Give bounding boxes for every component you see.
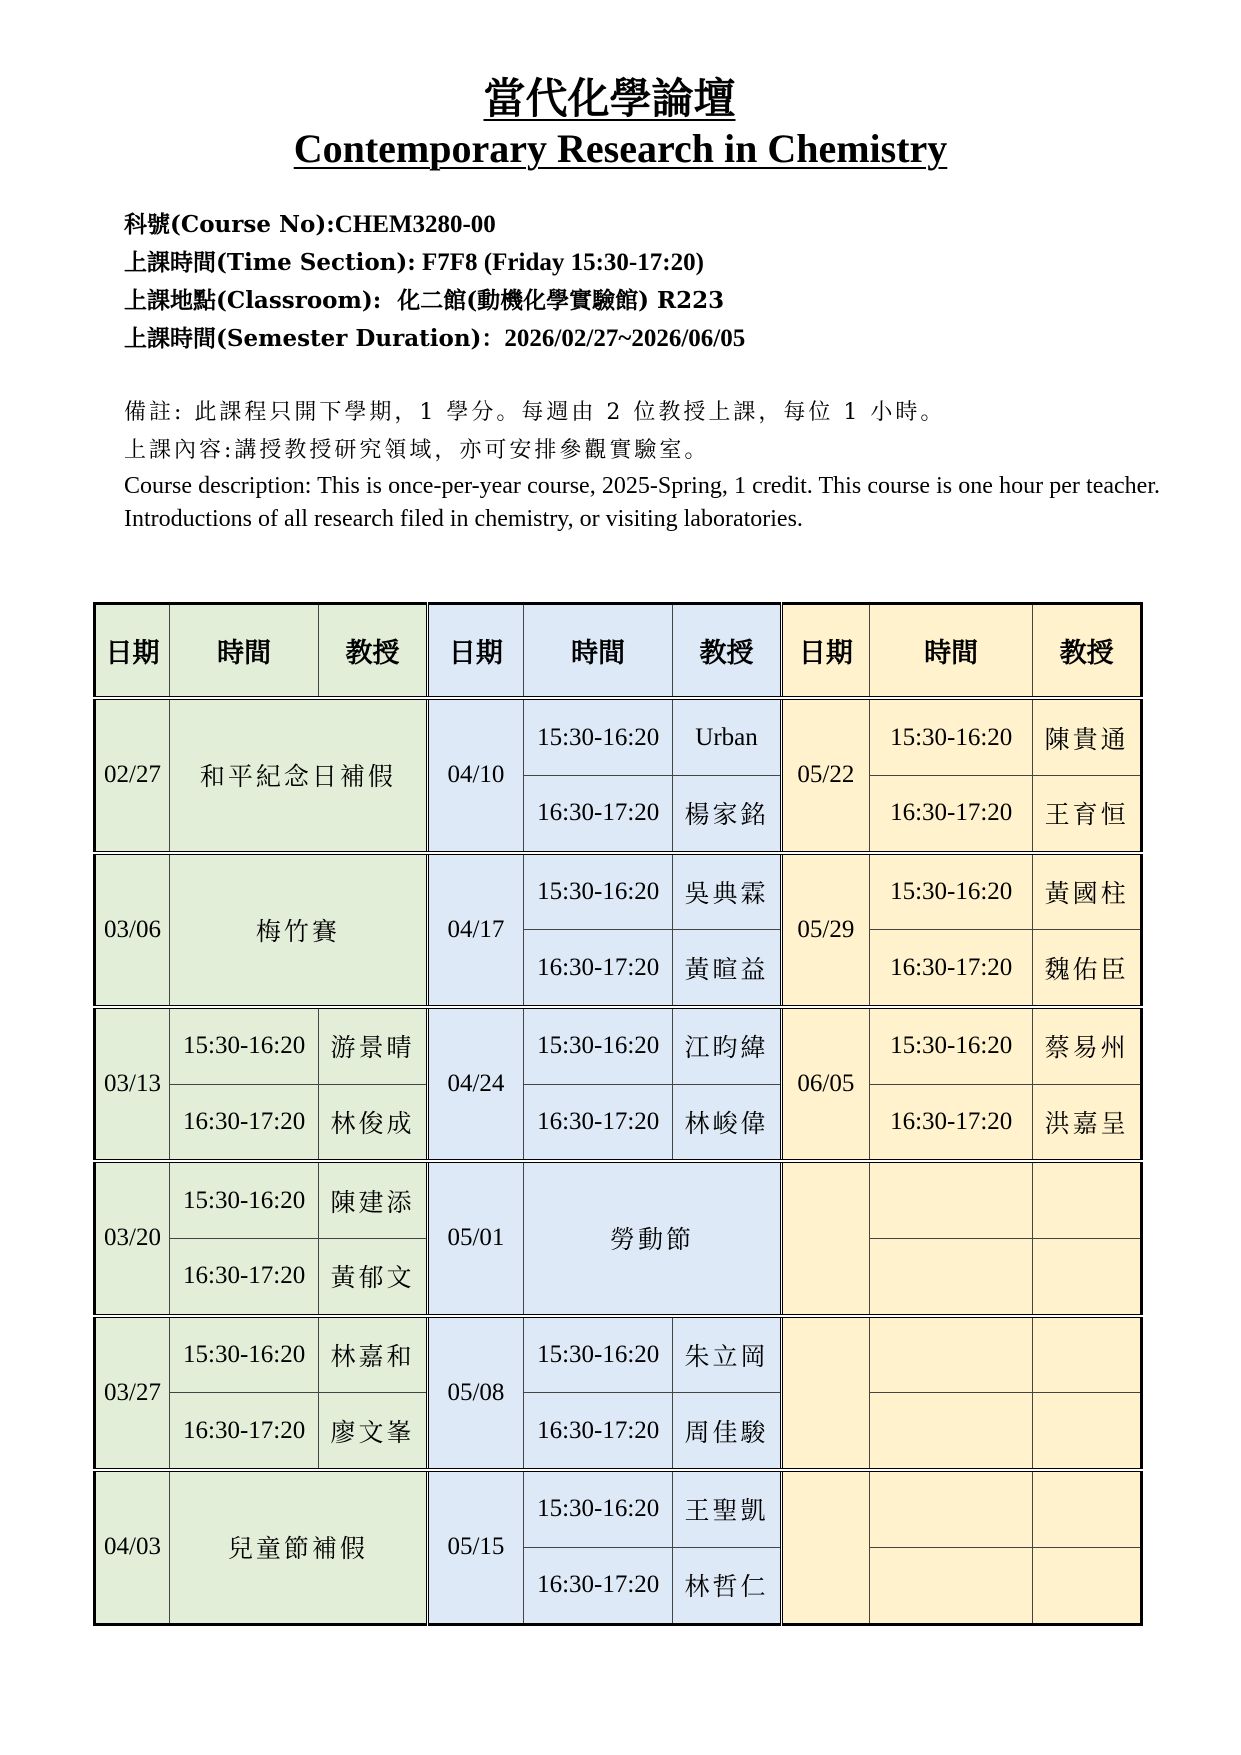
- date-cell: 05/29: [781, 853, 869, 1007]
- schedule-row: [95, 1393, 1142, 1470]
- time-cell: 16:30-17:20: [170, 1238, 319, 1315]
- empty-time-cell: [870, 1547, 1033, 1624]
- professor-cell: 游景晴: [319, 1007, 428, 1084]
- course-number-label: 科號(Course No):: [124, 211, 335, 238]
- professor-cell: 林峻偉: [673, 1084, 782, 1161]
- empty-professor-cell: [1033, 1238, 1142, 1315]
- header-cell: 時間: [170, 604, 319, 699]
- classroom-value: 化二館(動機化學實驗館) R223: [381, 287, 725, 314]
- date-cell: 03/06: [95, 853, 170, 1007]
- professor-cell: 周佳駿: [673, 1393, 782, 1470]
- empty-professor-cell: [1033, 1470, 1142, 1547]
- professor-cell: 黃郁文: [319, 1238, 428, 1315]
- time-cell: 16:30-17:20: [170, 1393, 319, 1470]
- semester-duration-value: 2026/02/27~2026/06/05: [504, 325, 746, 352]
- schedule-body: [95, 604, 1142, 1625]
- date-cell: 06/05: [781, 1007, 869, 1161]
- time-cell: 16:30-17:20: [870, 1084, 1033, 1161]
- empty-professor-cell: [1033, 1316, 1142, 1393]
- empty-professor-cell: [1033, 1161, 1142, 1238]
- date-cell: 04/03: [95, 1470, 170, 1625]
- professor-cell: 王育恒: [1033, 775, 1142, 852]
- content-line: 上課內容:講授教授研究領域，亦可安排參觀實驗室。: [124, 438, 710, 463]
- time-section-line: [124, 244, 745, 282]
- time-cell: 16:30-17:20: [524, 775, 673, 852]
- professor-cell: 蔡易州: [1033, 1007, 1142, 1084]
- time-cell: 15:30-16:20: [870, 1007, 1033, 1084]
- header-cell: 教授: [319, 604, 428, 699]
- header-cell: 日期: [427, 604, 523, 699]
- empty-time-cell: [870, 1161, 1033, 1238]
- time-cell: 15:30-16:20: [524, 1007, 673, 1084]
- professor-cell: 林嘉和: [319, 1316, 428, 1393]
- time-cell: 15:30-16:20: [870, 853, 1033, 930]
- time-cell: 15:30-16:20: [524, 853, 673, 930]
- header-row: [95, 604, 1142, 699]
- course-number-value: CHEM3280-00: [334, 211, 496, 238]
- empty-date-cell: [781, 1470, 869, 1625]
- professor-cell: 吳典霖: [673, 853, 782, 930]
- professor-cell: Urban: [673, 698, 782, 775]
- header-cell: 時間: [524, 604, 673, 699]
- time-cell: 16:30-17:20: [870, 930, 1033, 1007]
- date-cell: 03/20: [95, 1161, 170, 1315]
- schedule-row: [95, 1316, 1142, 1393]
- time-cell: 16:30-17:20: [524, 1084, 673, 1161]
- time-cell: 16:30-17:20: [524, 1393, 673, 1470]
- holiday-cell: 勞動節: [524, 1161, 782, 1315]
- empty-date-cell: [781, 1316, 869, 1470]
- time-cell: 15:30-16:20: [524, 698, 673, 775]
- schedule-row: [95, 1007, 1142, 1084]
- schedule-row: [95, 1084, 1142, 1161]
- holiday-cell: 和平紀念日補假: [170, 698, 428, 852]
- page-title-chinese: 當代化學論壇: [483, 74, 736, 123]
- time-cell: 15:30-16:20: [524, 1316, 673, 1393]
- time-cell: 16:30-17:20: [870, 775, 1033, 852]
- professor-cell: 黃國柱: [1033, 853, 1142, 930]
- professor-cell: 朱立岡: [673, 1316, 782, 1393]
- schedule-row: [95, 1161, 1142, 1238]
- course-info: [124, 206, 745, 358]
- professor-cell: 陳建添: [319, 1161, 428, 1238]
- empty-time-cell: [870, 1470, 1033, 1547]
- date-cell: 02/27: [95, 698, 170, 852]
- professor-cell: 王聖凱: [673, 1470, 782, 1547]
- professor-cell: 洪嘉呈: [1033, 1084, 1142, 1161]
- date-cell: 04/24: [427, 1007, 523, 1161]
- professor-cell: 廖文峯: [319, 1393, 428, 1470]
- date-cell: 05/22: [781, 698, 869, 852]
- time-cell: 15:30-16:20: [170, 1316, 319, 1393]
- course-description: Course description: This is once-per-year course, 2025-Spring, 1 credit. This course is one hour per teacher. Introductions of all research filed in chemistry, or visiting laboratories.: [124, 473, 1160, 532]
- date-cell: 04/10: [427, 698, 523, 852]
- semester-duration-label: 上課時間(Semester Duration)：: [124, 325, 505, 352]
- schedule-row: [95, 1470, 1142, 1547]
- schedule-row: [95, 853, 1142, 930]
- time-section-value: F7F8 (Friday 15:30-17:20): [415, 249, 704, 276]
- time-cell: 16:30-17:20: [524, 1547, 673, 1624]
- header-cell: 日期: [781, 604, 869, 699]
- date-cell: 04/17: [427, 853, 523, 1007]
- schedule-table: [93, 602, 1143, 1626]
- holiday-cell: 梅竹賽: [170, 853, 428, 1007]
- professor-cell: 楊家銘: [673, 775, 782, 852]
- date-cell: 05/01: [427, 1161, 523, 1315]
- date-cell: 05/08: [427, 1316, 523, 1470]
- time-cell: 16:30-17:20: [524, 930, 673, 1007]
- professor-cell: 江昀緯: [673, 1007, 782, 1084]
- empty-professor-cell: [1033, 1393, 1142, 1470]
- date-cell: 03/13: [95, 1007, 170, 1161]
- date-cell: 05/15: [427, 1470, 523, 1625]
- remark-line: 備註: 此課程只開下學期，1 學分。每週由 2 位教授上課，每位 1 小時。: [124, 400, 946, 425]
- classroom-line: [124, 282, 745, 320]
- course-notes: [124, 394, 1160, 536]
- empty-time-cell: [870, 1393, 1033, 1470]
- holiday-cell: 兒童節補假: [170, 1470, 428, 1625]
- time-cell: 15:30-16:20: [870, 698, 1033, 775]
- time-cell: 15:30-16:20: [170, 1161, 319, 1238]
- semester-duration-line: [124, 320, 745, 358]
- empty-time-cell: [870, 1238, 1033, 1315]
- professor-cell: 魏佑臣: [1033, 930, 1142, 1007]
- time-cell: 15:30-16:20: [170, 1007, 319, 1084]
- empty-professor-cell: [1033, 1547, 1142, 1624]
- page-title-english: Contemporary Research in Chemistry: [293, 126, 948, 171]
- time-section-label: 上課時間(Time Section):: [124, 249, 416, 276]
- header-cell: 教授: [1033, 604, 1142, 699]
- schedule-row: [95, 698, 1142, 775]
- date-cell: 03/27: [95, 1316, 170, 1470]
- empty-date-cell: [781, 1161, 869, 1315]
- empty-time-cell: [870, 1316, 1033, 1393]
- professor-cell: 陳貴通: [1033, 698, 1142, 775]
- course-number-line: [124, 206, 745, 244]
- time-cell: 15:30-16:20: [524, 1470, 673, 1547]
- time-cell: 16:30-17:20: [170, 1084, 319, 1161]
- professor-cell: 林俊成: [319, 1084, 428, 1161]
- header-cell: 日期: [95, 604, 170, 699]
- header-cell: 教授: [673, 604, 782, 699]
- professor-cell: 林哲仁: [673, 1547, 782, 1624]
- professor-cell: 黃暄益: [673, 930, 782, 1007]
- classroom-label: 上課地點(Classroom):: [124, 287, 382, 314]
- header-cell: 時間: [870, 604, 1033, 699]
